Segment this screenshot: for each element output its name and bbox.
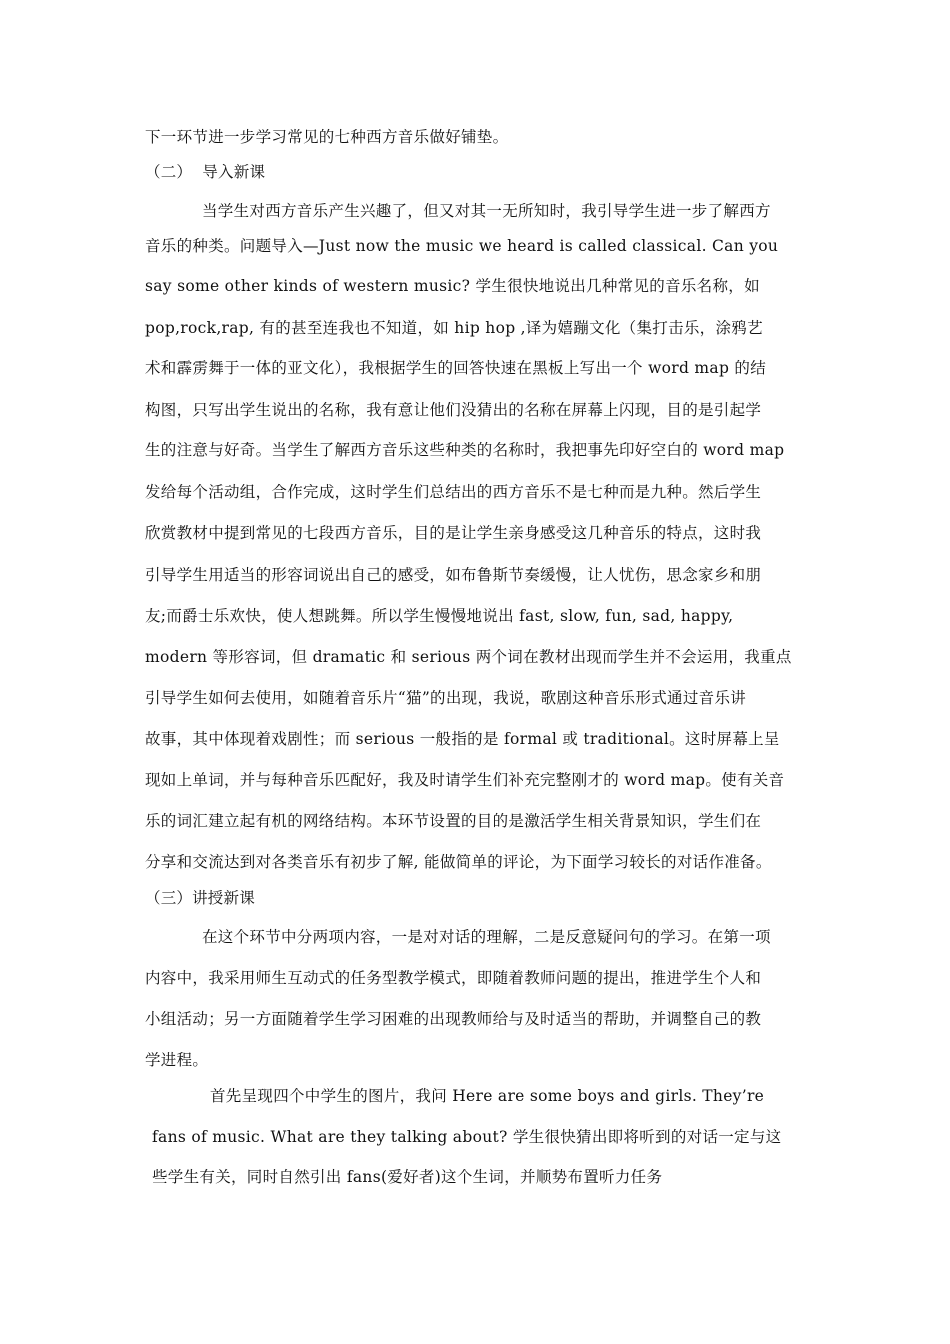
paragraph-line: 当学生对西方音乐产生兴趣了，但又对其一无所知时，我引导学生进一步了解西方 (202, 202, 771, 220)
paragraph-line: 故事，其中体现着戏剧性；而 serious 一般指的是 formal 或 traditional。这时屏幕上呈 (145, 730, 780, 748)
paragraph-line: pop,rock,rap, 有的甚至连我也不知道，如 hip hop ,译为嬉蹦文化（集打击乐，涂鸦艺 (145, 319, 763, 337)
paragraph-line: 分享和交流达到对各类音乐有初步了解, 能做简单的评论，为下面学习较长的对话作准备。 (145, 853, 772, 871)
section-heading: （三）讲授新课 (145, 889, 255, 907)
paragraph-line: 发给每个活动组，合作完成，这时学生们总结出的西方音乐不是七种而是九种。然后学生 (145, 483, 762, 501)
paragraph-line: 现如上单词，并与每种音乐匹配好，我及时请学生们补充完整刚才的 word map。使有关音 (145, 771, 785, 789)
paragraph-line: 首先呈现四个中学生的图片，我问 Here are some boys and girls. They’re (210, 1087, 765, 1105)
paragraph-line: 引导学生用适当的形容词说出自己的感受，如布鲁斯节奏缓慢，让人忧伤，思念家乡和朋 (145, 566, 762, 584)
paragraph-line: 构图，只写出学生说出的名称，我有意让他们没猜出的名称在屏幕上闪现，目的是引起学 (145, 401, 762, 419)
paragraph-line: 术和霹雳舞于一体的亚文化），我根据学生的回答快速在黑板上写出一个 word map 的结 (145, 359, 767, 377)
paragraph-line: modern 等形容词，但 dramatic 和 serious 两个词在教材出现而学生并不会运用，我重点 (145, 648, 792, 666)
paragraph-line: 下一环节进一步学习常见的七种西方音乐做好铺垫。 (145, 128, 509, 146)
paragraph-line: 引导学生如何去使用，如随着音乐片“猫”的出现，我说，歌剧这种音乐形式通过音乐讲 (145, 689, 747, 707)
paragraph-line: 友;而爵士乐欢快，使人想跳舞。所以学生慢慢地说出 fast, slow, fun, sad, happy, (145, 607, 734, 625)
paragraph-line: 内容中，我采用师生互动式的任务型教学模式，即随着教师问题的提出，推进学生个人和 (145, 969, 762, 987)
paragraph-line: 学进程。 (145, 1051, 209, 1069)
paragraph-line: 些学生有关，同时自然引出 fans(爱好者)这个生词，并顺势布置听力任务 (152, 1168, 663, 1186)
paragraph-line: 乐的词汇建立起有机的网络结构。本环节设置的目的是激活学生相关背景知识，学生们在 (145, 812, 762, 830)
paragraph-line: 音乐的种类。问题导入—Just now the music we heard is called classical. Can you (145, 237, 779, 255)
paragraph-line: 欣赏教材中提到常见的七段西方音乐，目的是让学生亲身感受这几种音乐的特点，这时我 (145, 524, 762, 542)
section-heading: （二） 导入新课 (145, 163, 266, 181)
paragraph-line: 小组活动；另一方面随着学生学习困难的出现教师给与及时适当的帮助，并调整自己的教 (145, 1010, 762, 1028)
paragraph-line: 生的注意与好奇。当学生了解西方音乐这些种类的名称时，我把事先印好空白的 word map (145, 441, 785, 459)
paragraph-line: 在这个环节中分两项内容，一是对对话的理解，二是反意疑问句的学习。在第一项 (202, 928, 771, 946)
paragraph-line: say some other kinds of western music? 学生很快地说出几种常见的音乐名称，如 (145, 277, 760, 295)
paragraph-line: fans of music. What are they talking about? 学生很快猜出即将听到的对话一定与这 (152, 1128, 782, 1146)
